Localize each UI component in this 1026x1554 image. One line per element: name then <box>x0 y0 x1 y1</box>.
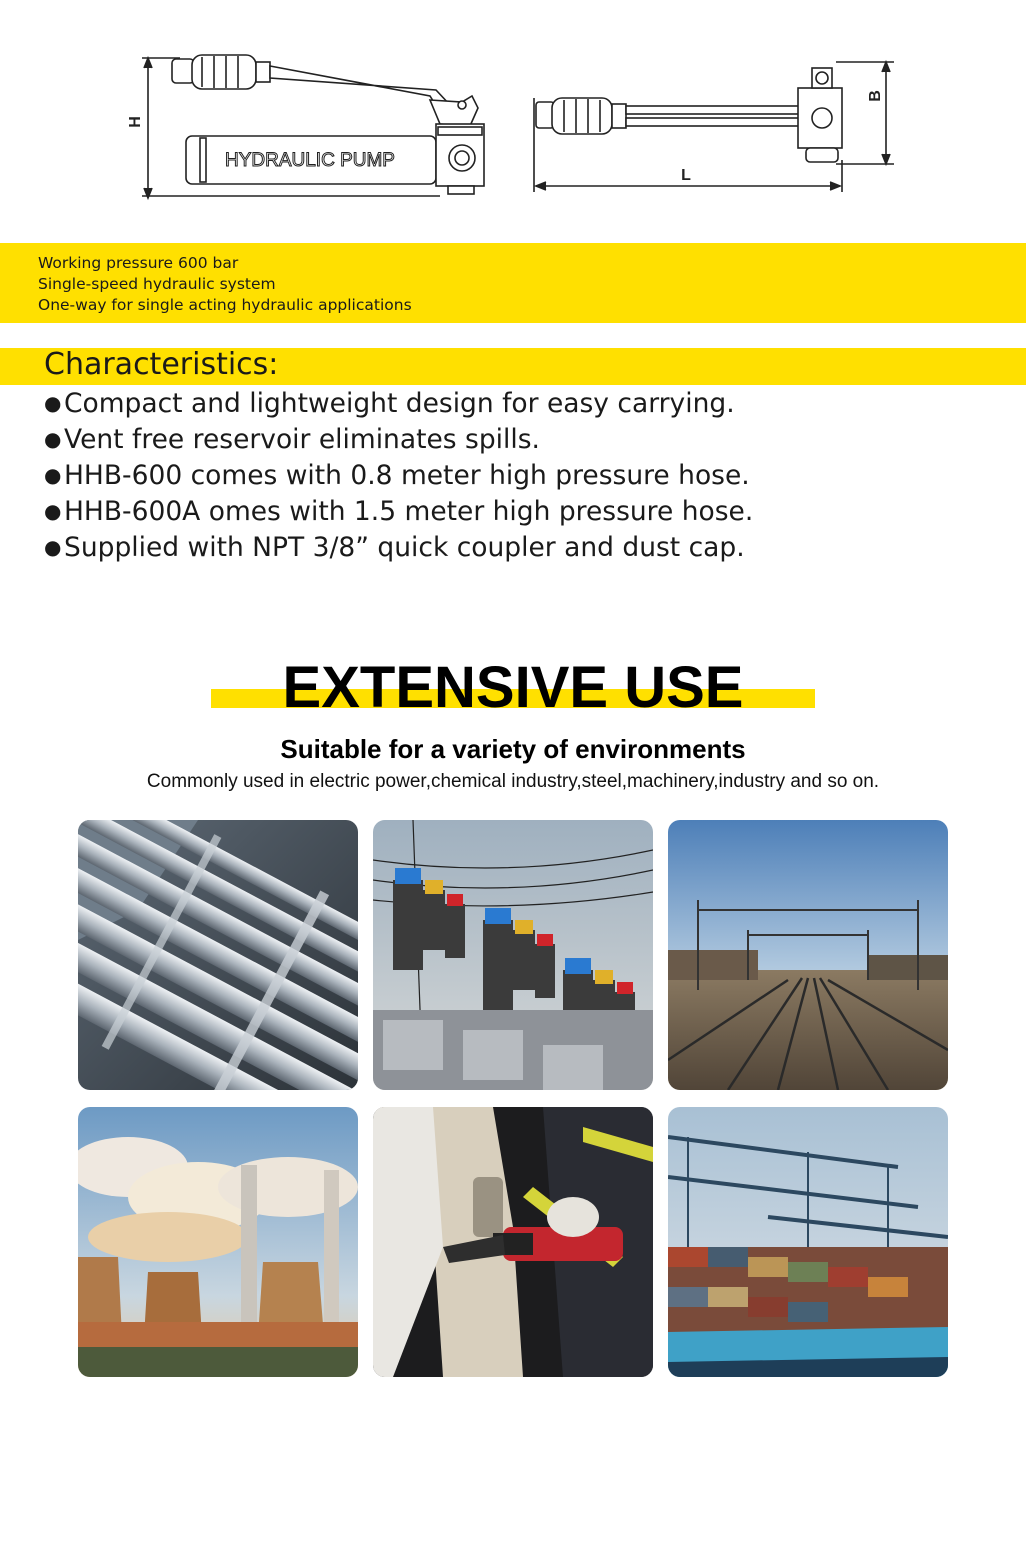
extensive-use-description: Commonly used in electric power,chemical industry,steel,machinery,industry and so on. <box>146 771 880 792</box>
bullet-icon: ● <box>44 535 62 559</box>
characteristic-item: ●Vent free reservoir eliminates spills. <box>44 424 540 455</box>
spec-line: Single-speed hydraulic system <box>38 275 276 293</box>
spec-band <box>0 243 1026 323</box>
dim-h-label: H <box>127 116 144 128</box>
characteristic-item: ●HHB-600A omes with 1.5 meter high pressure hose. <box>44 496 754 527</box>
bullet-icon: ● <box>44 499 62 523</box>
spec-line: One-way for single acting hydraulic applications <box>38 296 412 314</box>
bullet-icon: ● <box>44 463 62 487</box>
characteristic-item: ●Compact and lightweight design for easy carrying. <box>44 388 735 419</box>
pump-label: HYDRAULIC PUMP <box>225 150 395 171</box>
photo-container-port <box>668 1107 948 1377</box>
dim-l-label: L <box>681 167 691 184</box>
dim-b-label: B <box>867 90 884 102</box>
photo-power-insulators <box>373 820 653 1090</box>
extensive-use-title: EXTENSIVE USE <box>282 655 744 720</box>
photo-pipes <box>78 820 358 1090</box>
extensive-use-subtitle: Suitable for a variety of environments <box>280 734 746 764</box>
characteristic-item: ●Supplied with NPT 3/8” quick coupler and dust cap. <box>44 532 745 563</box>
photo-power-plant <box>78 1107 358 1377</box>
characteristics-title: Characteristics: <box>44 347 279 382</box>
photo-railway <box>668 820 948 1090</box>
spec-line: Working pressure 600 bar <box>38 254 239 272</box>
bullet-icon: ● <box>44 427 62 451</box>
photo-rescue-tool <box>373 1107 653 1377</box>
characteristic-item: ●HHB-600 comes with 0.8 meter high pressure hose. <box>44 460 750 491</box>
bullet-icon: ● <box>44 391 62 415</box>
pump-technical-drawing <box>0 0 1026 230</box>
